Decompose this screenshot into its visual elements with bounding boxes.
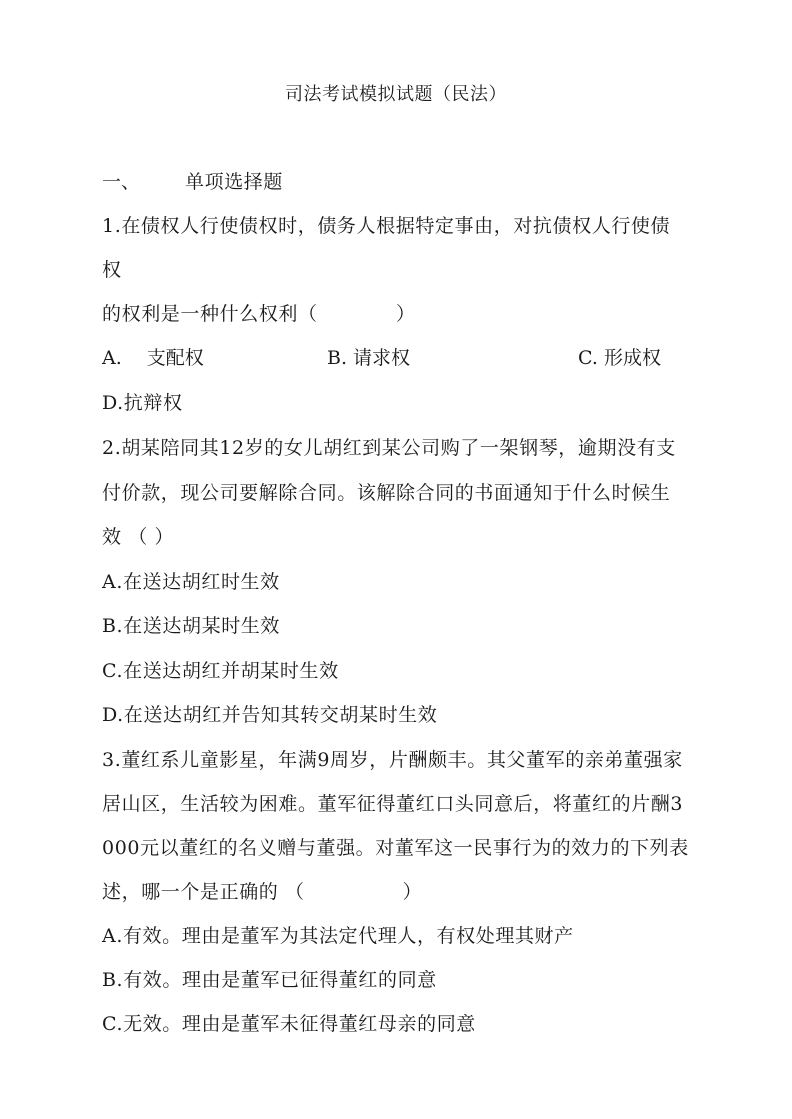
question-2-option-b: B.在送达胡某时生效: [102, 615, 281, 637]
question-1-text-line-1: 1.在债权人行使债权时，债务人根据特定事由，对抗债权人行使债: [102, 215, 671, 237]
question-3-option-b: B.有效。理由是董军已征得董红的同意: [102, 969, 437, 991]
question-1-text-line-2: 权: [102, 259, 122, 281]
question-1-option-d: D.抗辩权: [102, 392, 183, 414]
question-3-text-line-2: 居山区，生活较为困难。董军征得董红口头同意后，将董红的片酬3: [102, 793, 684, 815]
document-title: 司法考试模拟试题（民法）: [285, 84, 507, 105]
question-3-option-c: C.无效。理由是董军未征得董红母亲的同意: [102, 1013, 476, 1035]
question-2-option-a: A.在送达胡红时生效: [102, 571, 280, 593]
section-title: 单项选择题: [185, 171, 284, 193]
question-2-option-d: D.在送达胡红并告知其转交胡某时生效: [102, 704, 438, 726]
question-3-option-a: A.有效。理由是董军为其法定代理人，有权处理其财产: [102, 925, 574, 947]
question-1-option-b: B. 请求权: [327, 347, 411, 369]
question-1-option-a: A. 支配权: [102, 347, 204, 369]
question-2-text-line-2: 付价款，现公司要解除合同。该解除合同的书面通知于什么时候生: [102, 482, 671, 504]
question-2-option-c: C.在送达胡红并胡某时生效: [102, 660, 339, 682]
question-1-option-c: C. 形成权: [578, 347, 661, 369]
question-2-text-line-1: 2.胡某陪同其12岁的女儿胡红到某公司购了一架钢琴，逾期没有支: [102, 437, 676, 459]
question-3-text-line-3: 000元以董红的名义赠与董强。对董军这一民事行为的效力的下列表: [102, 837, 689, 859]
question-1-text-line-3: 的权利是一种什么权利（ ）: [102, 303, 416, 325]
question-3-text-line-4: 述，哪一个是正确的 （ ）: [102, 881, 423, 903]
section-number: 一、: [102, 171, 141, 193]
question-3-text-line-1: 3.董红系儿童影星，年满9周岁，片酬颇丰。其父董军的亲弟董强家: [102, 749, 683, 771]
question-2-text-line-3: 效 （ ）: [102, 526, 175, 548]
